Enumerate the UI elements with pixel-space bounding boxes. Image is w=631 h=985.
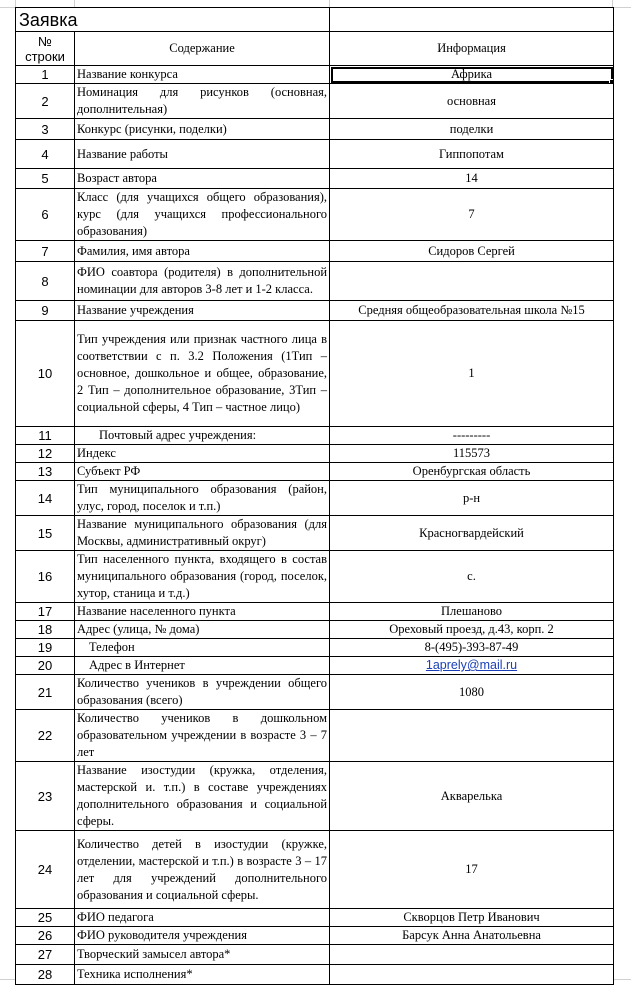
table-row — [16, 621, 614, 639]
content-cell[interactable]: Техника исполнения* — [75, 965, 330, 985]
info-cell[interactable]: 7 — [330, 189, 614, 241]
row-number-cell[interactable]: 19 — [16, 639, 75, 657]
row-number-cell[interactable]: 21 — [16, 675, 75, 710]
info-cell[interactable]: Гиппопотам — [330, 140, 614, 169]
row-number-cell[interactable]: 7 — [16, 241, 75, 262]
title-row — [16, 8, 614, 32]
row-number-cell[interactable]: 2 — [16, 84, 75, 119]
table-row — [16, 262, 614, 301]
row-number-cell[interactable]: 18 — [16, 621, 75, 639]
content-cell[interactable]: Название муниципального образования (для Москвы, административный округ) — [75, 516, 330, 551]
title-empty-cell[interactable] — [330, 8, 614, 32]
table-row — [16, 516, 614, 551]
table-row — [16, 463, 614, 481]
row-number-cell[interactable]: 28 — [16, 965, 75, 985]
row-number-cell[interactable]: 14 — [16, 481, 75, 516]
table-row — [16, 657, 614, 675]
row-number-cell[interactable]: 11 — [16, 427, 75, 445]
info-cell[interactable]: 1 — [330, 321, 614, 427]
content-cell[interactable]: Количество детей в изостудии (кружке, отделении, мастерской и т.п.) в возрасте 3 – 17 лет для учреждений дополнительного образования и социальной сферы. — [75, 831, 330, 909]
table-row — [16, 831, 614, 909]
sheet-title[interactable]: Заявка — [16, 8, 330, 32]
table-row — [16, 639, 614, 657]
row-number-cell[interactable]: 20 — [16, 657, 75, 675]
content-cell[interactable]: Номинация для рисунков (основная, дополнительная) — [75, 84, 330, 119]
info-cell[interactable]: Ореховый проезд, д.43, корп. 2 — [330, 621, 614, 639]
info-cell[interactable]: Красногвардейский — [330, 516, 614, 551]
row-number-cell[interactable]: 3 — [16, 119, 75, 140]
content-cell[interactable]: Тип учреждения или признак частного лица в соответствии с п. 3.2 Положения (1Тип – основное, дошкольное и общее, образование, 2 Тип – дополнительное образование, 3Тип – социальной сферы, 4 Тип – частное лицо) — [75, 321, 330, 427]
header-row-number[interactable]: № строки — [16, 32, 75, 66]
content-cell[interactable]: Индекс — [75, 445, 330, 463]
row-number-cell[interactable]: 4 — [16, 140, 75, 169]
row-number-cell[interactable]: 1 — [16, 66, 75, 84]
row-number-cell[interactable]: 13 — [16, 463, 75, 481]
row-number-cell[interactable]: 17 — [16, 603, 75, 621]
row-number-cell[interactable]: 25 — [16, 909, 75, 927]
info-cell[interactable]: Плешаново — [330, 603, 614, 621]
info-cell[interactable]: Сидоров Сергей — [330, 241, 614, 262]
info-cell[interactable]: 14 — [330, 169, 614, 189]
content-cell[interactable]: Количество учеников в дошкольном образовательном учреждении в возрасте 3 – 7 лет — [75, 710, 330, 762]
email-link[interactable]: 1aprely@mail.ru — [425, 658, 518, 672]
content-cell[interactable]: Субъект РФ — [75, 463, 330, 481]
table-row — [16, 965, 614, 985]
content-cell[interactable]: Количество учеников в учреждении общего образования (всего) — [75, 675, 330, 710]
table-row — [16, 84, 614, 119]
info-cell[interactable]: р-н — [330, 481, 614, 516]
table-row — [16, 675, 614, 710]
table-row — [16, 66, 614, 84]
row-number-cell[interactable]: 12 — [16, 445, 75, 463]
info-cell[interactable]: Скворцов Петр Иванович — [330, 909, 614, 927]
table-row — [16, 427, 614, 445]
table-row — [16, 927, 614, 945]
content-cell[interactable]: Возраст автора — [75, 169, 330, 189]
content-cell[interactable]: Почтовый адрес учреждения: — [75, 427, 330, 445]
content-cell[interactable]: Название учреждения — [75, 301, 330, 321]
content-cell[interactable]: Адрес (улица, № дома) — [75, 621, 330, 639]
info-cell[interactable]: 17 — [330, 831, 614, 909]
content-cell[interactable]: Название изостудии (кружка, отделения, мастерской и. т.п.) в составе учреждениях дополнительного образования и социальной сферы. — [75, 762, 330, 831]
row-number-cell[interactable]: 22 — [16, 710, 75, 762]
content-cell[interactable]: Фамилия, имя автора — [75, 241, 330, 262]
application-form-table — [15, 7, 614, 985]
table-row — [16, 241, 614, 262]
content-cell[interactable]: Творческий замысел автора* — [75, 945, 330, 965]
info-cell[interactable] — [330, 965, 614, 985]
content-cell[interactable]: Название работы — [75, 140, 330, 169]
content-cell[interactable]: Тип населенного пункта, входящего в состав муниципального образования (город, поселок, хутор, станица и т.д.) — [75, 551, 330, 603]
row-number-cell[interactable]: 23 — [16, 762, 75, 831]
info-cell[interactable]: Средняя общеобразовательная школа №15 — [330, 301, 614, 321]
table-row — [16, 710, 614, 762]
info-cell[interactable]: поделки — [330, 119, 614, 140]
table-row — [16, 119, 614, 140]
table-row — [16, 169, 614, 189]
header-info[interactable]: Информация — [330, 32, 614, 66]
content-cell[interactable]: Телефон — [75, 639, 330, 657]
info-cell[interactable] — [330, 262, 614, 301]
info-cell[interactable]: с. — [330, 551, 614, 603]
info-cell[interactable] — [330, 710, 614, 762]
content-cell[interactable]: Класс (для учащихся общего образования), курс (для учащихся профессионального образования) — [75, 189, 330, 241]
content-cell[interactable]: Конкурс (рисунки, поделки) — [75, 119, 330, 140]
table-row — [16, 321, 614, 427]
info-cell[interactable]: 1080 — [330, 675, 614, 710]
content-cell[interactable]: Название населенного пункта — [75, 603, 330, 621]
table-row — [16, 945, 614, 965]
info-cell-selected[interactable]: Африка — [330, 66, 614, 84]
table-row — [16, 762, 614, 831]
table-row — [16, 140, 614, 169]
table-row — [16, 909, 614, 927]
content-cell[interactable]: Тип муниципального образования (район, улус, город, поселок и т.п.) — [75, 481, 330, 516]
info-cell[interactable]: --------- — [330, 427, 614, 445]
info-cell[interactable] — [330, 657, 614, 675]
table-row — [16, 603, 614, 621]
row-number-cell[interactable]: 10 — [16, 321, 75, 427]
info-cell[interactable]: Барсук Анна Анатольевна — [330, 927, 614, 945]
table-row — [16, 445, 614, 463]
content-cell[interactable]: Адрес в Интернет — [75, 657, 330, 675]
row-number-cell[interactable]: 24 — [16, 831, 75, 909]
table-row — [16, 301, 614, 321]
content-cell[interactable]: ФИО педагога — [75, 909, 330, 927]
row-number-cell[interactable]: 27 — [16, 945, 75, 965]
info-cell[interactable]: основная — [330, 84, 614, 119]
row-number-cell[interactable]: 15 — [16, 516, 75, 551]
row-number-cell[interactable]: 5 — [16, 169, 75, 189]
content-cell[interactable]: ФИО руководителя учреждения — [75, 927, 330, 945]
info-cell[interactable] — [330, 945, 614, 965]
info-cell[interactable]: Оренбургская область — [330, 463, 614, 481]
fill-handle[interactable] — [609, 79, 614, 84]
row-number-cell[interactable]: 9 — [16, 301, 75, 321]
row-number-cell[interactable]: 16 — [16, 551, 75, 603]
content-cell[interactable]: ФИО соавтора (родителя) в дополнительной номинации для авторов 3-8 лет и 1-2 класса. — [75, 262, 330, 301]
row-number-cell[interactable]: 6 — [16, 189, 75, 241]
header-row — [16, 32, 614, 66]
table-row — [16, 481, 614, 516]
info-cell[interactable]: 8-(495)-393-87-49 — [330, 639, 614, 657]
table-row — [16, 551, 614, 603]
header-content[interactable]: Содержание — [75, 32, 330, 66]
content-cell[interactable]: Название конкурса — [75, 66, 330, 84]
info-cell[interactable]: Акварелька — [330, 762, 614, 831]
info-cell[interactable]: 115573 — [330, 445, 614, 463]
table-row — [16, 189, 614, 241]
row-number-cell[interactable]: 8 — [16, 262, 75, 301]
row-number-cell[interactable]: 26 — [16, 927, 75, 945]
